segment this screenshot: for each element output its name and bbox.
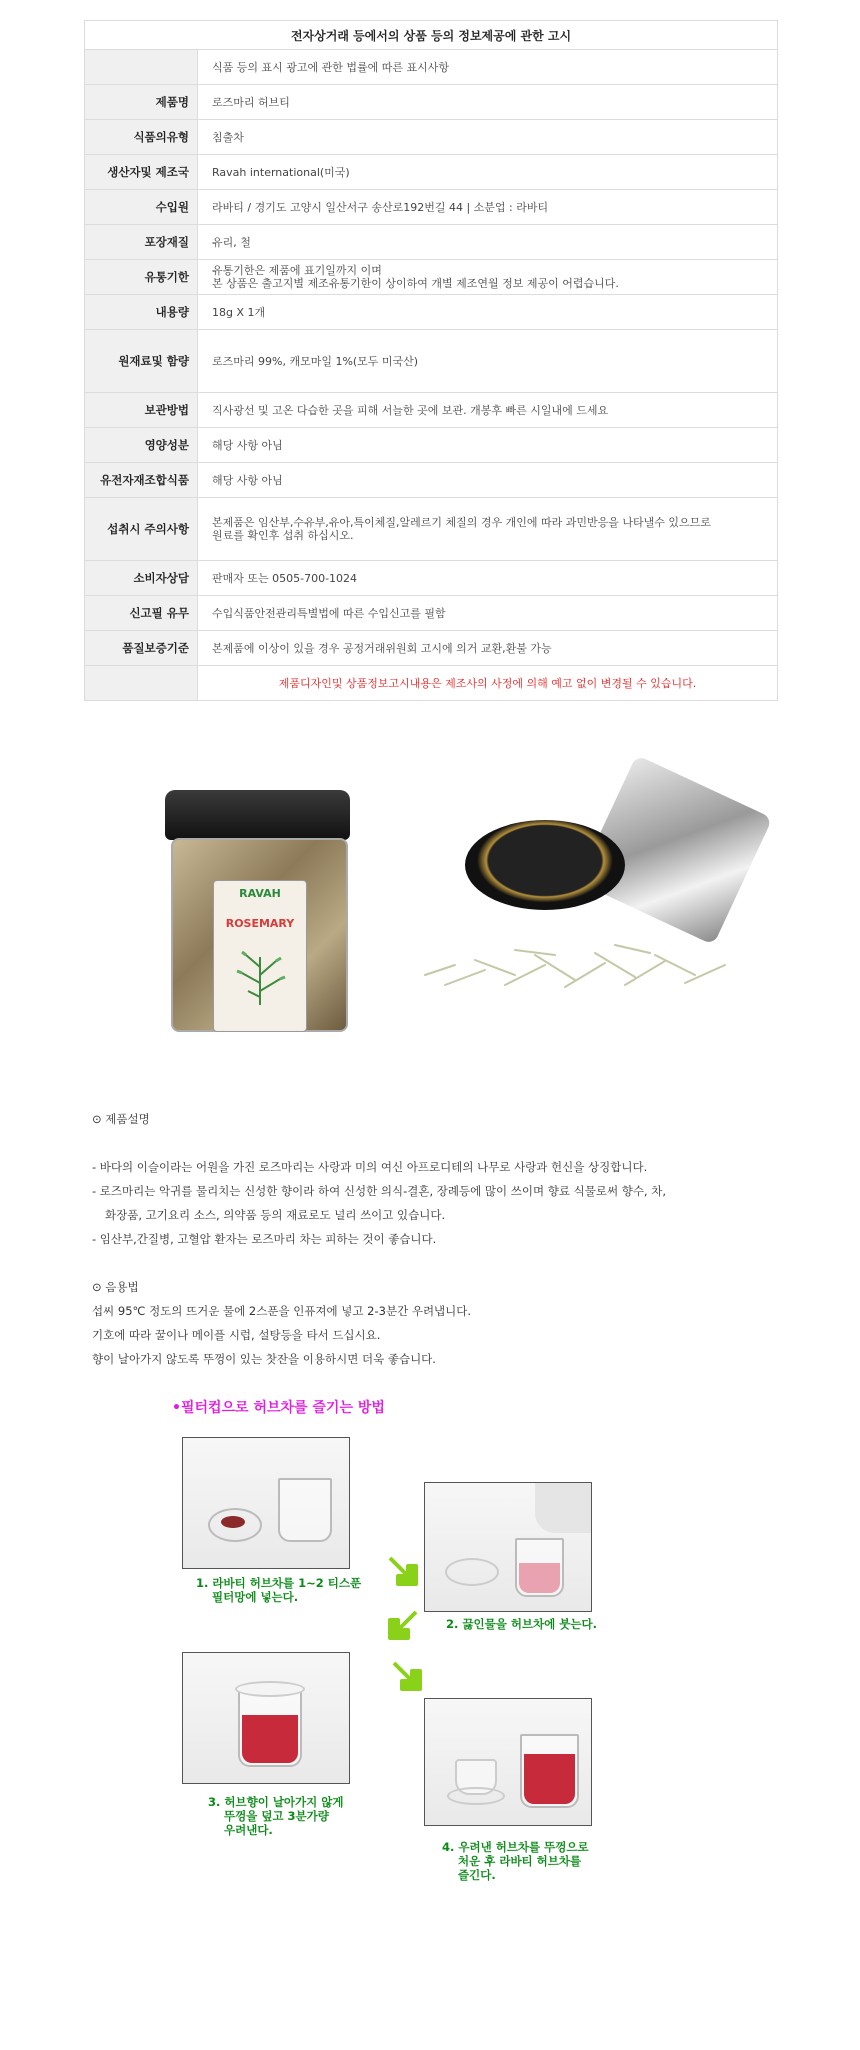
step-2-photo [424,1482,592,1612]
row-label-ingredients: 원재료및 함량 [85,330,198,393]
step-3-photo [182,1652,350,1784]
step-3-line-3: 우려낸다. [224,1823,273,1837]
row-label-quality-guarantee: 품질보증기준 [85,631,198,666]
step-4-photo [424,1698,592,1826]
row-value-nutrition: 해당 사항 아님 [198,428,778,463]
tea-tin [465,820,625,910]
row-label-content: 내용량 [85,295,198,330]
arrow-down-right-icon [390,1659,424,1693]
row-value-product-name: 로즈마리 허브티 [198,85,778,120]
row-value-manufacturer: Ravah international(미국) [198,155,778,190]
step-4-caption [442,1840,589,1882]
label-brand: RAVAH [239,887,281,900]
blank-header-cell [85,50,198,85]
tea-leaves [221,1516,245,1528]
step-1-caption [196,1576,361,1604]
step-3-caption [208,1795,343,1837]
jar-lid [165,790,350,840]
step-1-line-1: 1. 라바티 허브차를 1~2 티스푼 [196,1576,362,1590]
description-line: - 임산부,간질병, 고혈압 환자는 로즈마리 차는 피하는 것이 좋습니다. [92,1232,437,1246]
pouring-tea [519,1563,560,1593]
step-3-line-1: 3. 허브향이 날아가지 않게 [208,1795,344,1809]
step-1-line-2: 필터망에 넣는다. [212,1590,299,1604]
row-label-product-name: 제품명 [85,85,198,120]
usage-line: 섭씨 95℃ 정도의 뜨거운 물에 2스푼을 인퓨져에 넣고 2-3분간 우려냅니다. [92,1304,472,1318]
cup-lid [445,1558,499,1586]
row-value-consumer-contact: 판매자 또는 0505-700-1024 [198,561,778,596]
label-product-name: ROSEMARY [225,917,295,930]
row-value-storage: 직사광선 및 고온 다습한 곳을 피해 서늘한 곳에 보관. 개봉후 빠른 시일내에 드세요 [198,393,778,428]
step-4-line-2: 처운 후 라바티 허브차를 [458,1854,582,1868]
step-2-line-1: 2. 끓인물을 허브차에 붓는다. [446,1617,597,1631]
step-1-photo [182,1437,350,1569]
row-value-packaging: 유리, 철 [198,225,778,260]
row-label-importer: 수입원 [85,190,198,225]
row-value-food-type: 침출차 [198,120,778,155]
product-photo [0,760,860,1080]
row-value-gmo: 해당 사항 아님 [198,463,778,498]
info-table-subtitle: 식품 등의 표시 광고에 관한 법률에 따른 표시사항 [198,50,778,85]
description-line: - 바다의 이슬이라는 어원을 가진 로즈마리는 사랑과 미의 여신 아프로디테의 나무로 사랑과 헌신을 상징합니다. [92,1160,648,1174]
row-label-storage: 보관방법 [85,393,198,428]
row-label-expiry: 유통기한 [85,260,198,295]
expiry-line-2: 본 상품은 출고지별 제조유통기한이 상이하여 개별 제조연월 정보 제공이 어렵습니다. [212,277,619,290]
row-label-packaging: 포장재질 [85,225,198,260]
row-label-nutrition: 영양성분 [85,428,198,463]
brewed-tea [524,1754,575,1804]
row-label-caution: 섭취시 주의사항 [85,498,198,561]
step-4-line-1: 4. 우려낸 허브차를 뚜껑으로 [442,1840,589,1854]
glass-mug [278,1478,332,1542]
product-info-table [84,20,778,701]
cup-lid [235,1681,305,1697]
row-value-import-report: 수입식품안전관리특별법에 따른 수입신고를 필함 [198,596,778,631]
arrow-down-right-icon [386,1554,420,1588]
cup-lid [447,1787,505,1805]
change-notice: 제품디자인및 상품정보고시내용은 제조사의 사정에 의해 예고 없이 변경될 수 있습니다. [198,666,778,701]
dried-rosemary-leaves [415,925,735,995]
usage-heading: ⊙ 음용법 [92,1280,139,1294]
description-heading: ⊙ 제품설명 [92,1112,150,1126]
usage-line: 기호에 따라 꿀이나 메이플 시럽, 설탕등을 타서 드십시요. [92,1328,381,1342]
row-value-expiry [198,260,778,295]
usage-line: 향이 날아가지 않도록 뚜껑이 있는 찻잔을 이용하시면 더욱 좋습니다. [92,1352,436,1366]
caution-line-1: 본제품은 임산부,수유부,유아,특이체질,알레르기 체질의 경우 개인에 따라 과민반응을 나타낼수 있으므로 [212,516,711,529]
row-value-caution [198,498,778,561]
step-3-line-2: 뚜껑을 덮고 3분가량 [224,1809,329,1823]
row-value-ingredients: 로즈마리 99%, 캐모마일 1%(모두 미국산) [198,330,778,393]
row-label-food-type: 식품의유형 [85,120,198,155]
arrow-down-left-icon [386,1608,420,1642]
product-description [92,1107,792,1371]
kettle [535,1483,591,1533]
row-value-quality-guarantee: 본제품에 이상이 있을 경우 공정거래위원회 고시에 의거 교환,환불 가능 [198,631,778,666]
info-table-title: 전자상거래 등에서의 상품 등의 정보제공에 관한 고시 [85,21,778,50]
row-label-import-report: 신고필 유무 [85,596,198,631]
caution-line-2: 원료를 확인후 섭취 하십시오. [212,529,354,542]
rosemary-sprig-icon [228,947,292,1007]
howto-title: •필터컵으로 허브차를 즐기는 방법 [172,1400,385,1416]
row-label-consumer-contact: 소비자상담 [85,561,198,596]
description-line: 화장품, 고기요리 소스, 의약품 등의 재료로도 널리 쓰이고 있습니다. [105,1208,446,1222]
blank-notice-cell [85,666,198,701]
row-value-importer: 라바티 / 경기도 고양시 일산서구 송산로192번길 44 | 소분업 : 라바티 [198,190,778,225]
jar-label [213,880,307,1032]
tea-jar [165,790,350,1030]
step-2-caption [446,1617,597,1631]
row-value-content: 18g X 1개 [198,295,778,330]
expiry-line-1: 유통기한은 제품에 표기일까지 이며 [212,264,382,277]
brewed-tea [242,1715,298,1763]
step-4-line-3: 즐긴다. [458,1868,496,1882]
description-line: - 로즈마리는 악귀를 물리치는 신성한 향이라 하여 신성한 의식-결혼, 장례등에 많이 쓰이며 향료 식물로써 향수, 차, [92,1184,666,1198]
row-label-manufacturer: 생산자및 제조국 [85,155,198,190]
row-label-gmo: 유전자재조합식품 [85,463,198,498]
